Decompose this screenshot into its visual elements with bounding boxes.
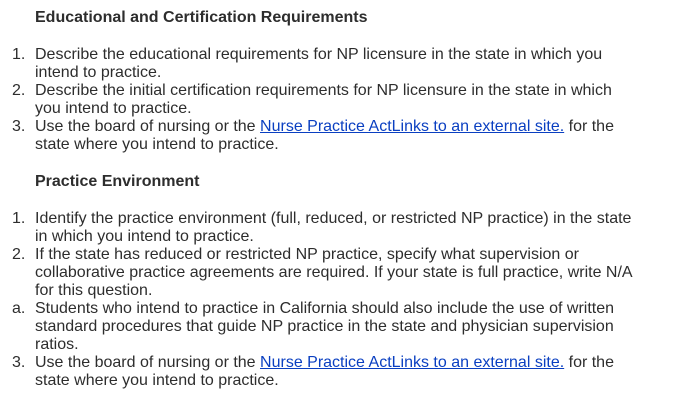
list-marker: a. <box>12 300 26 317</box>
list-marker: 3. <box>12 354 26 371</box>
list-item-text: Describe the educational requirements for NP licensure in the state in which you intend to practice. <box>35 46 603 81</box>
list-item-text: Describe the initial certification requirements for NP licensure in the state in which you intend to practice. <box>35 82 612 117</box>
practice-environment-list <box>0 210 640 390</box>
list-item-text-before: Use the board of nursing or the <box>35 118 261 135</box>
list-marker: 2. <box>12 246 26 263</box>
list-item-text-after: for the state where you intend to practice. <box>35 118 614 153</box>
list-marker: 2. <box>12 82 26 99</box>
educational-requirements-list <box>0 46 640 154</box>
list-item <box>0 46 640 82</box>
list-marker: 1. <box>12 210 26 227</box>
list-marker: 3. <box>12 118 26 135</box>
list-item-text-before: Use the board of nursing or the <box>35 354 261 371</box>
list-item-text: Students who intend to practice in California should also include the use of written standard procedures that guide NP practice in the state and physician supervision ratios. <box>35 300 615 353</box>
list-marker: 1. <box>12 46 26 63</box>
list-item <box>0 354 640 390</box>
list-item-text-after: for the state where you intend to practice. <box>35 354 614 389</box>
list-item-text: If the state has reduced or restricted NP practice, specify what supervision or collaborative practice agreements are required. If your state is full practice, write N/A for this question. <box>35 246 632 299</box>
list-item-text: Identify the practice environment (full, reduced, or restricted NP practice) in the state in which you intend to practice. <box>35 210 632 245</box>
nurse-practice-act-link[interactable]: Nurse Practice ActLinks to an external site. <box>260 354 565 371</box>
nurse-practice-act-link[interactable]: Nurse Practice ActLinks to an external site. <box>260 118 565 135</box>
list-item <box>0 82 640 118</box>
section-heading-practice-environment: Practice Environment <box>35 173 200 190</box>
list-item <box>0 118 640 154</box>
list-item <box>0 300 640 354</box>
list-item <box>0 210 640 246</box>
section-heading-educational: Educational and Certification Requirements <box>35 9 368 26</box>
list-item <box>0 246 640 300</box>
